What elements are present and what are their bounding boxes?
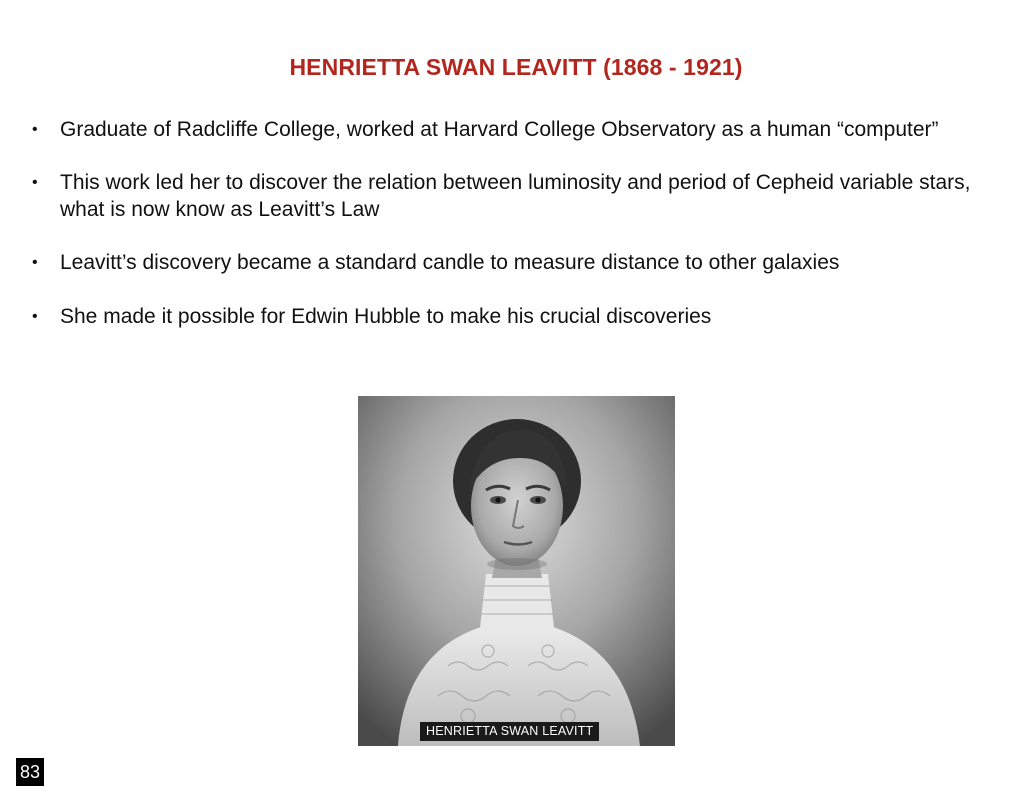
slide-title: HENRIETTA SWAN LEAVITT (1868 - 1921): [289, 54, 743, 80]
bullet-icon: •: [32, 308, 38, 325]
page-number: 83: [16, 758, 44, 786]
bullet-item: [32, 249, 992, 276]
bullet-text: She made it possible for Edwin Hubble to make his crucial discoveries: [60, 305, 712, 328]
bullet-text: Leavitt’s discovery became a standard candle to measure distance to other galaxies: [60, 251, 840, 274]
bullet-item: [32, 169, 992, 223]
bullet-icon: •: [32, 174, 38, 191]
bullet-item: [32, 303, 992, 330]
portrait-illustration: [358, 396, 675, 746]
photo-caption: HENRIETTA SWAN LEAVITT: [420, 722, 599, 741]
bullet-text: This work led her to discover the relation between luminosity and period of Cepheid variable stars, what is now know as Leavitt’s Law: [60, 171, 971, 221]
bullet-icon: •: [32, 254, 38, 271]
portrait-photo: [358, 396, 675, 746]
bullet-text: Graduate of Radcliffe College, worked at Harvard College Observatory as a human “computer”: [60, 118, 939, 141]
bullet-icon: •: [32, 121, 38, 138]
bullet-item: [32, 116, 992, 143]
bullet-list: [32, 116, 992, 356]
